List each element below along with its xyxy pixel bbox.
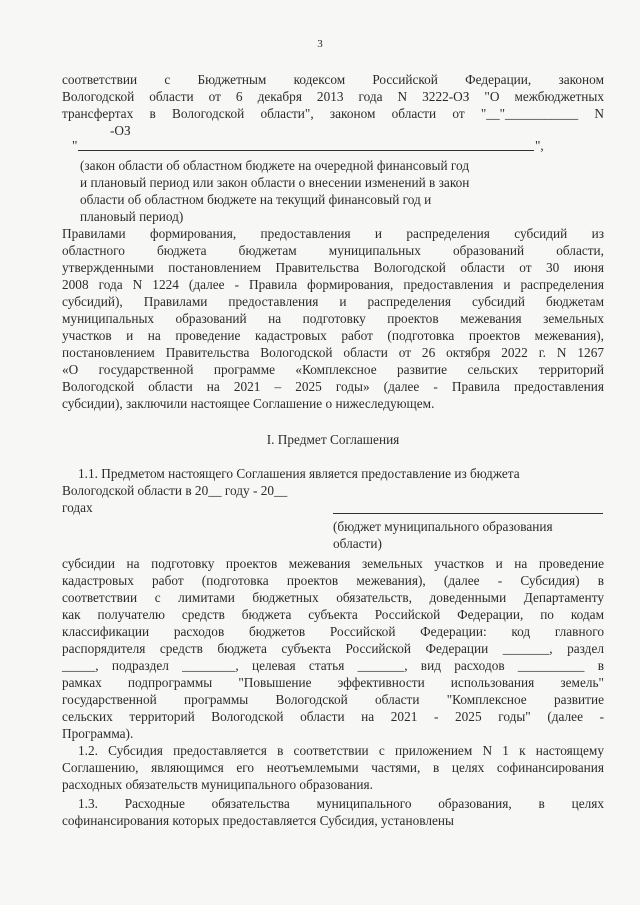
text-line: плановый период) <box>80 209 184 224</box>
text-line: как получателю средств бюджета субъекта Российской Федерации, по кодам <box>62 607 604 622</box>
text-line: годах <box>62 500 93 515</box>
text-line: области) <box>333 536 382 551</box>
text-line: участков и на проведение кадастровых работ (подготовка проектов межевания), <box>62 328 604 343</box>
text-line: соответствии с лимитами бюджетных обязательств, доведенными Департаменту <box>62 590 604 605</box>
text-line: и плановый период или закон области о внесении изменений в закон <box>80 175 470 190</box>
text-line: сельских территорий Вологодской области на 2021 - 2025 годы" (далее - <box>62 709 604 724</box>
text-line: расходных обязательств муниципального образования. <box>62 777 373 792</box>
text-line: муниципальных образований на подготовку проектов межевания земельных <box>62 311 604 326</box>
page-number: 3 <box>317 38 323 50</box>
text-line: " <box>72 138 78 153</box>
text-line: распорядителя средств бюджета субъекта Российской Федерации _______, раздел <box>62 641 604 656</box>
text-line: кадастровых работ (подготовка проектов межевания), (далее - Субсидия) в <box>62 573 604 588</box>
text-line: Программа). <box>62 726 134 741</box>
text-line: постановлением Правительства Вологодской области от 26 октября 2022 г. N 1267 <box>62 345 604 360</box>
text-line: (закон области об областном бюджете на очередной финансовый год <box>80 158 470 173</box>
text-line: 1.1. Предметом настоящего Соглашения является предоставление из бюджета <box>78 466 520 481</box>
text-line: рамках подпрограммы "Повышение эффективности использования земель" <box>62 675 604 690</box>
text-line: Вологодской области в 20__ году - 20__ <box>62 483 288 498</box>
text-line: государственной программы Вологодской области "Комплексное развитие <box>62 692 604 707</box>
text-line: 1.3. Расходные обязательства муниципального образования, в целях <box>78 796 604 811</box>
blank-underline <box>333 513 603 514</box>
text-line: субсидии на подготовку проектов межевания земельных участков и на проведение <box>62 556 604 571</box>
text-line: субсидий), Правилами предоставления и распределения субсидий бюджетам <box>62 294 604 309</box>
text-line: Правилами формирования, предоставления и распределения субсидий из <box>62 226 604 241</box>
text-line: (бюджет муниципального образования <box>333 519 553 534</box>
text-line: 1.2. Субсидия предоставляется в соответствии с приложением N 1 к настоящему <box>78 743 604 758</box>
text-line: «О государственной программе «Комплексное развитие сельских территорий <box>62 362 604 377</box>
text-line: соответствии с Бюджетным кодексом Российской Федерации, законом <box>62 72 604 87</box>
text-line: Вологодской области на 2021 – 2025 годы» (далее - Правила предоставления <box>62 379 604 394</box>
text-line: софинансирования которых предоставляется Субсидия, установлены <box>62 813 454 828</box>
text-line: области об областном бюджете на текущий финансовый год и <box>80 192 432 207</box>
text-line: областного бюджета бюджетам муниципальных образований области, <box>62 243 604 258</box>
text-line: классификации расходов бюджетов Российской Федерации: код главного <box>62 624 604 639</box>
section-heading: I. Предмет Соглашения <box>266 432 400 447</box>
text-line: 2008 года N 1224 (далее - Правила формирования, предоставления и распределения <box>62 277 604 292</box>
text-line: -ОЗ <box>110 123 131 138</box>
text-line: субсидии), заключили настоящее Соглашение о нижеследующем. <box>62 396 435 411</box>
text-line: Соглашению, являющимся его неотъемлемыми частями, в целях софинансирования <box>62 760 604 775</box>
blank-underline <box>78 150 534 151</box>
text-line: ", <box>535 138 544 153</box>
text-line: Вологодской области от 6 декабря 2013 года N 3222-ОЗ "О межбюджетных <box>62 89 604 104</box>
text-line: утвержденными постановлением Правительства Вологодской области от 30 июня <box>62 260 604 275</box>
text-line: трансфертах в Вологодской области", законом области от "__"___________ N <box>62 106 604 121</box>
text-line: _____, подраздел ________, целевая статья _______, вид расходов __________ в <box>62 658 604 673</box>
